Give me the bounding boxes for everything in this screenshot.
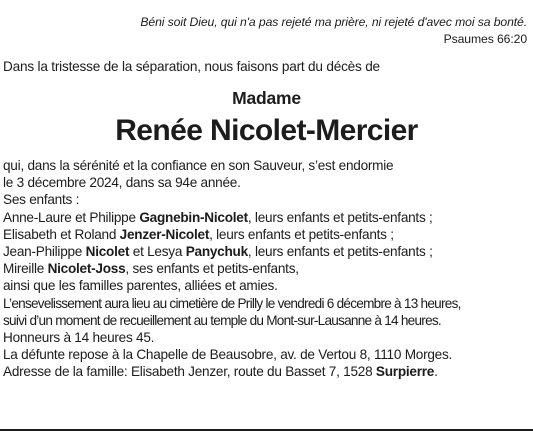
child-middle: et Lesya	[129, 244, 186, 260]
child-rest: , leurs enfants et petits-enfants ;	[247, 209, 433, 225]
child-surname: Nicolet-Joss	[47, 261, 126, 277]
body-line-date: le 3 décembre 2024, dans sa 94e année.	[3, 175, 241, 191]
address-line	[3, 363, 461, 380]
address-town: Surpierre	[375, 364, 435, 380]
child-surname: Jenzer-Nicolet	[119, 226, 210, 242]
child-rest: , ses enfants et petits-enfants,	[125, 261, 299, 277]
service-line: suivi d’un moment de recueillement au temple du Mont-sur-Lausanne à 14 heures.	[3, 312, 441, 328]
child-surname: Gagnebin-Nicolet	[139, 209, 248, 225]
child-line-jenzer	[3, 226, 461, 243]
child-names: Mireille	[3, 261, 48, 277]
honours-line: Honneurs à 14 heures 45.	[3, 330, 155, 346]
bible-verse	[140, 14, 527, 48]
child-surname: Nicolet	[85, 244, 130, 260]
body-line-sauveur: qui, dans la sérénité et la confiance en son Sauveur, s’est endormie	[3, 158, 394, 173]
families-line: ainsi que les familles parentes, alliées et amies.	[3, 278, 278, 294]
obituary-body	[3, 157, 461, 381]
bottom-divider	[0, 429, 533, 431]
child-line-joss	[3, 260, 461, 277]
child-names: Anne-Laure et Philippe	[3, 209, 140, 225]
rest-place-line: La défunte repose à la Chapelle de Beausobre, av. de Vertou 8, 1110 Morges.	[3, 347, 453, 363]
children-heading: Ses enfants :	[3, 192, 80, 208]
child-surname-spouse: Panychuk	[185, 244, 248, 260]
child-line-gagnebin	[3, 209, 461, 226]
child-names: Jean-Philippe	[3, 244, 86, 260]
burial-line: L’ensevelissement aura lieu au cimetière de Prilly le vendredi 6 décembre à 13 heures,	[3, 295, 461, 311]
honorific: Madame	[232, 88, 301, 108]
address-prefix: Adresse de la famille: Elisabeth Jenzer, route du Basset 7, 1528	[3, 364, 376, 380]
deceased-name: Renée Nicolet-Mercier	[115, 114, 418, 147]
child-names: Elisabeth et Roland	[3, 226, 120, 242]
child-rest: , leurs enfants et petits-enfants ;	[209, 226, 394, 242]
intro-text: Dans la tristesse de la séparation, nous faisons part du décès de	[3, 59, 380, 74]
child-line-nicolet	[3, 243, 461, 260]
verse-reference: Psaumes 66:20	[443, 32, 527, 46]
child-rest: , leurs enfants et petits-enfants ;	[247, 244, 433, 260]
address-end: .	[434, 364, 438, 380]
verse-text: Béni soit Dieu, qui n'a pas rejeté ma prière, ni rejeté d'avec moi sa bonté.	[140, 15, 527, 29]
